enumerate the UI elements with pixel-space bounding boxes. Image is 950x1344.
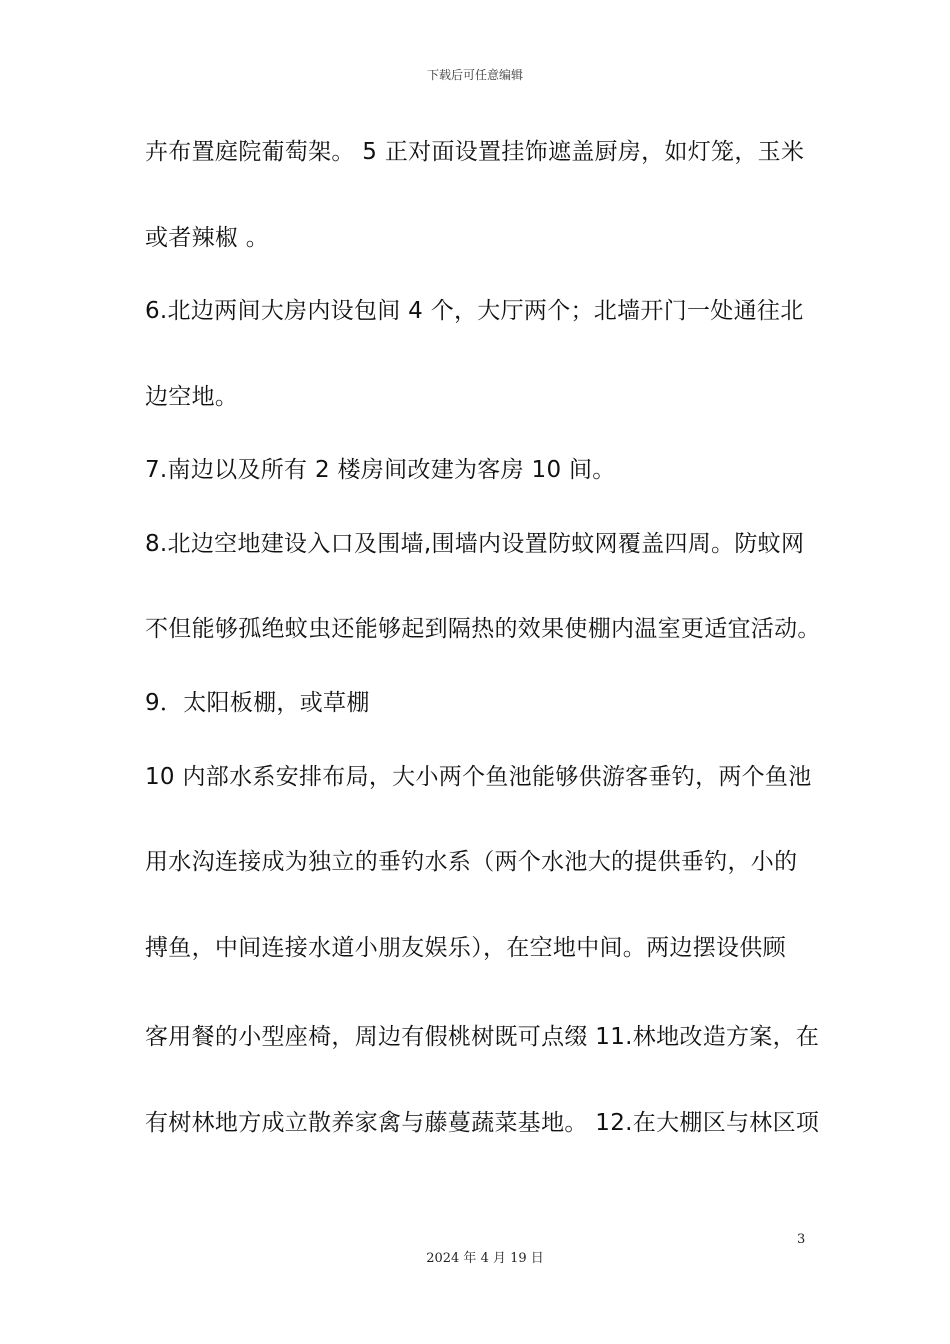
page-number: 3 — [797, 1232, 806, 1247]
body-line-5: 7.南边以及所有 2 楼房间改建为客房 10 间。 — [145, 457, 616, 483]
footer-date: 2024 年 4 月 19 日 — [426, 1251, 544, 1266]
body-line-13: 有树林地方成立散养家禽与藤蔓蔬菜基地。 12.在大棚区与林区项 — [145, 1110, 820, 1136]
body-line-8: 9．太阳板棚，或草棚 — [145, 690, 370, 716]
body-line-10: 用水沟连接成为独立的垂钓水系（两个水池大的提供垂钓，小的 — [145, 849, 798, 875]
body-line-2: 或者辣椒 。 — [145, 225, 270, 251]
body-line-3: 6.北边两间大房内设包间 4 个，大厅两个；北墙开门一处通往北 — [145, 298, 804, 324]
page-header: 下载后可任意编辑 — [426, 68, 523, 82]
body-line-4: 边空地。 — [145, 384, 239, 410]
body-line-7: 不但能够孤绝蚊虫还能够起到隔热的效果使棚内温室更适宜活动。 — [145, 616, 821, 642]
body-line-1: 卉布置庭院葡萄架。 5 正对面设置挂饰遮盖厨房，如灯笼，玉米 — [145, 139, 805, 165]
body-line-6: 8.北边空地建设入口及围墙,围墙内设置防蚊网覆盖四周。防蚊网 — [145, 531, 805, 557]
body-line-11: 搏鱼，中间连接水道小朋友娱乐），在空地中间。两边摆设供顾 — [145, 935, 786, 961]
body-line-9: 10 内部水系安排布局，大小两个鱼池能够供游客垂钓，两个鱼池 — [145, 764, 812, 790]
body-line-12: 客用餐的小型座椅，周边有假桃树既可点缀 11.林地改造方案，在 — [145, 1024, 820, 1050]
